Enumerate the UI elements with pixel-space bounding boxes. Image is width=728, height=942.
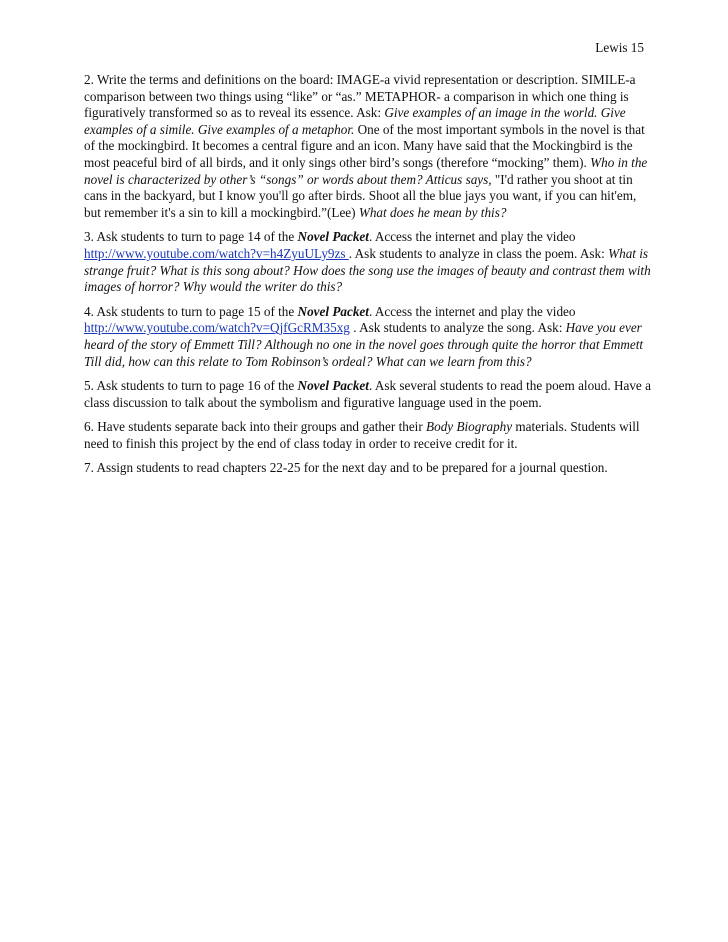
step-4-video-link[interactable]: http://www.youtube.com/watch?v=QjfGcRM35xg (84, 320, 350, 336)
step-6-text-2: materials. Students will need to finish this project by the end of class today in order to receive credit for it. (84, 419, 640, 451)
step-4-paragraph (84, 304, 656, 370)
step-3-video-link[interactable]: http://www.youtube.com/watch?v=h4ZyuULy9zs (84, 245, 349, 261)
step-5-text-1: 5. Ask students to turn to page 16 of the (84, 378, 298, 394)
step-4-text-1: 4. Ask students to turn to page 15 of the (84, 303, 298, 319)
step-4-text-3: . Ask students to analyze the song. Ask: (349, 320, 566, 336)
step-7-paragraph (84, 460, 656, 477)
step-2-question-2: Who in the novel is characterized by other’s “songs” or words about them? Atticus says, (84, 154, 648, 187)
step-4-questions: Have you ever heard of the story of Emmett Till? Although no one in the novel goes through quite the horror that Emmett Till did, how can this relate to Tom Robinson’s ordeal? What can we learn from this? (84, 320, 644, 369)
step-2-paragraph (84, 72, 656, 221)
step-7-text-1: 7. Assign students to read chapters 22-25 for the next day and to be prepared for a journal question. (84, 460, 608, 476)
step-6-project-name: Body Biography (426, 419, 513, 435)
step-3-text-2: . Access the internet and play the video (368, 229, 576, 245)
step-3-text-1: 3. Ask students to turn to page 14 of the (84, 229, 298, 245)
step-6-text-1: 6. Have students separate back into their groups and gather their (84, 419, 427, 435)
step-3-book-title: Novel Packet (297, 229, 369, 245)
step-5-paragraph (84, 378, 656, 411)
step-2-question-3: What does he mean by this? (358, 204, 507, 220)
step-5-book-title: Novel Packet (297, 378, 369, 394)
step-2-text-1: 2. Write the terms and definitions on the board: IMAGE-a vivid representation or description. SIMILE-a comparison between two things using “like” or “as.” METAPHOR- a comparison in which one thing is figuratively transformed so as to reveal its essence. Ask: (84, 72, 636, 121)
step-2-quote: "I'd rather you shoot at tin cans in the backyard, but I know you'll go after birds. Shoot all the blue jays you want, if you can hit'em, but remember it's a sin to kill a mockingbird.”(Lee) (84, 171, 637, 220)
lesson-steps (84, 72, 656, 485)
step-4-text-2: . Access the internet and play the video (368, 303, 576, 319)
step-3-questions: What is strange fruit? What is this song about? How does the song use the images of beauty and contrast them with images of horror? Why would the writer do this? (84, 245, 651, 295)
step-2-question-1: Give examples of an image in the world. Give examples of a simile. Give examples of a metaphor. (84, 105, 626, 137)
step-5-text-2: . Ask several students to read the poem aloud. Have a class discussion to talk about the symbolism and figurative language used in the poem. (84, 378, 651, 410)
step-2-text-2: One of the most important symbols in the novel is that of the mockingbird. It becomes a central figure and an icon. Many have said that the Mockingbird is the most peaceful bird of all birds, and it only sings other bird’s songs (therefore “mocking” them). (84, 121, 645, 170)
step-3-paragraph (84, 229, 656, 295)
running-head: Lewis 15 (595, 40, 644, 55)
step-3-text-3: . Ask students to analyze in class the poem. Ask: (348, 245, 609, 261)
step-6-paragraph (84, 419, 656, 452)
step-4-book-title: Novel Packet (297, 303, 369, 319)
